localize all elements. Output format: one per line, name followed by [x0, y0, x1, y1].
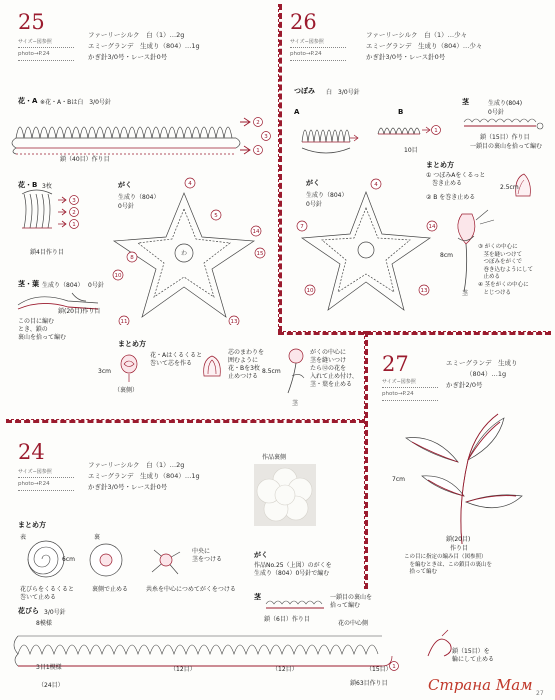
svg-text:15: 15 — [256, 251, 264, 257]
stem-note-26: 一鎖目の裏山を拾って編む — [470, 143, 543, 150]
stem-chain-26: 鎖（15目）作り目 — [480, 134, 530, 141]
dotted-rule — [382, 387, 438, 388]
svg-text:2: 2 — [256, 120, 260, 126]
divider-horizontal-mid — [278, 331, 551, 335]
size-6cm: 6cm — [62, 556, 75, 563]
petal-end-note: 鎖（15目）を 輪にして止める — [452, 648, 495, 663]
assembly-size-3cm: 3cm — [98, 368, 111, 375]
flower-a-subtitle: ※花・A・Bは白 3/0号針 — [40, 99, 111, 106]
stem-chain-24: 鎖（6目）作り目 — [264, 616, 310, 623]
rose-petals-illustration — [200, 352, 224, 382]
assembly-size-8-5cm: 8.5cm — [262, 368, 281, 375]
stem-title-26: 茎 — [462, 98, 469, 106]
assembly-step-1: 花・Aはくるくると 巻いて芯を作る — [150, 352, 203, 367]
dotted-rule — [290, 60, 346, 61]
calyx-hook-26: 0号針 — [306, 201, 322, 208]
bud-title: つぼみ — [294, 87, 315, 95]
front-label: 表 — [20, 534, 27, 541]
leaf-size-7cm: 7cm — [392, 476, 405, 483]
flower-a-chain-label: 鎖（40目）作り目 — [60, 156, 110, 163]
stem-leaf-title: 茎・葉 — [18, 280, 39, 288]
assembly-title-24: まとめ方 — [18, 521, 46, 529]
finished-rose-illustration — [282, 346, 312, 396]
stem-yarn: 生成り（804） — [42, 282, 84, 289]
photo-ref: photo→P.24 — [18, 481, 50, 487]
petal-chain-label: 鎖63目作り目 — [350, 680, 388, 687]
flower-b-chart — [18, 188, 88, 240]
petal-repeat: 8模様 — [36, 620, 52, 627]
yarn-line: エミーグランデ 生成り（804）…1g — [88, 472, 200, 480]
yarn-line: エミーグランデ 生成り — [446, 359, 518, 367]
flower-b-chain-label: 鎖4目作り目 — [30, 249, 64, 256]
yarn-line: かぎ針3/0号・レース針0号 — [88, 53, 168, 61]
svg-text:わ: わ — [180, 250, 188, 257]
flower-b-subtitle: 3枚 — [42, 183, 52, 190]
stem-note: この目に編む とき、鎖の 裏山を拾って編む — [18, 318, 67, 341]
divider-vertical-top — [278, 4, 282, 332]
assembly-step-4-24: 共糸を中心につめてがくをつける — [146, 586, 236, 593]
svg-text:3: 3 — [72, 198, 76, 204]
svg-text:10: 10 — [114, 273, 122, 279]
assembly-step-2-26: ② B を巻き止める — [426, 194, 476, 201]
stem-yarn-26: 生成り(804) — [488, 100, 523, 107]
pattern-number: 27 — [382, 352, 409, 376]
stem-hook: 0号針 — [88, 282, 104, 289]
flower-b-title: 花・B — [18, 181, 38, 189]
yarn-line: かぎ針3/0号・レース針0号 — [88, 483, 168, 491]
petal-hook: 3/0号針 — [44, 609, 66, 616]
svg-text:4: 4 — [374, 182, 378, 188]
size-note: サイズ−図参照 — [18, 469, 52, 475]
svg-text:1: 1 — [434, 128, 438, 134]
pattern-number: 26 — [290, 10, 317, 34]
pattern-number: 25 — [18, 10, 45, 34]
assembly-back-label: （裏側） — [114, 387, 139, 394]
svg-text:1: 1 — [256, 148, 260, 154]
divider-horizontal-low — [6, 419, 365, 423]
stem-note-24: 一鎖目の裏山を 拾って編む — [330, 594, 373, 609]
size-note: サイズ−図参照 — [382, 379, 416, 385]
yarn-line: （804）…1g — [466, 370, 507, 378]
assembly-title-25: まとめ方 — [118, 340, 146, 348]
flower-a-title: 花・A — [18, 97, 38, 105]
assembly-step-1-26: ① つぼみAをくるっと 巻き止める — [426, 172, 486, 187]
assembly-step-2: 芯のまわりを 囲むように 花・Bを3枚 止めつける — [228, 349, 265, 380]
dotted-rule — [18, 477, 74, 478]
dotted-rule — [382, 400, 438, 401]
stem-hook-26: 0号針 — [488, 109, 504, 116]
svg-text:13: 13 — [420, 288, 428, 294]
calyx-note-24: 作品No.25（上図）のがくを 生成り（804）0号針で編む — [254, 562, 332, 577]
stem-chain-label: 鎖(20目)作り目 — [58, 308, 101, 315]
assembly-step-3-26: ③ がくの中心に 茎を縫いつけて つぼみをがくで 巻き込むようにして 止める — [478, 244, 534, 280]
bud-chart — [292, 112, 442, 162]
assembly-step-2-24: 裏側で止める — [92, 586, 129, 593]
petal-12-a: （12目） — [170, 666, 196, 673]
svg-text:1: 1 — [72, 222, 76, 228]
svg-text:14: 14 — [428, 224, 436, 230]
calyx-title-26: がく — [306, 179, 320, 187]
photo-ref: photo→P.24 — [290, 51, 322, 57]
calyx-title: がく — [118, 181, 132, 189]
photo-ref: photo→P.24 — [382, 391, 414, 397]
finished-flower-photo — [254, 464, 316, 526]
yarn-line: エミーグランデ 生成り（804）…1g — [88, 42, 200, 50]
divider-vertical-mid — [364, 331, 368, 589]
page-number: 27 — [536, 690, 544, 697]
petal-12-b: （12目） — [272, 666, 298, 673]
yarn-line: ファーリーシルク 白（1）…2g — [88, 461, 185, 469]
assembly-step-3: がくの中心に 茎を縫いつけ たら⑫の花を 入れて止め付け、 茎・葉を止める — [310, 349, 358, 388]
flower-a-chart — [4, 104, 274, 164]
rolled-flower-back — [86, 540, 126, 580]
watermark: Страна Мам — [428, 676, 533, 694]
assembly-title-26: まとめ方 — [426, 161, 454, 169]
calyx-star-chart-26 — [292, 178, 442, 318]
yarn-line: エミーグランデ 生成り（804）…少々 — [366, 42, 483, 50]
calyx-title-24: がく — [254, 551, 268, 559]
petal-24: （24目） — [38, 682, 64, 689]
svg-text:1: 1 — [392, 664, 396, 670]
back-label: 裏 — [94, 534, 101, 541]
dotted-rule — [18, 490, 74, 491]
leaf-note: この目に指定の編み目（図参照） を編むときは、この鎖目の裏山を 拾って編む — [404, 554, 493, 575]
svg-text:11: 11 — [120, 319, 128, 325]
dotted-rule — [18, 47, 74, 48]
size-note: サイズ−図参照 — [18, 39, 52, 45]
dotted-rule — [290, 47, 346, 48]
svg-text:10: 10 — [306, 288, 314, 294]
petal-title: 花びら — [18, 607, 39, 615]
photo-ref: photo→P.24 — [18, 51, 50, 57]
bud-b-label: B — [398, 108, 404, 116]
assembly-stem-label: 茎 — [292, 400, 299, 407]
petal-chart — [10, 624, 400, 684]
bud-stitch-count: 10目 — [404, 147, 418, 154]
svg-text:4: 4 — [188, 181, 192, 187]
calyx-attach-illustration — [146, 540, 186, 580]
svg-text:2: 2 — [72, 210, 76, 216]
leaf-sprig-chart — [396, 410, 546, 550]
leaf-chain-label: 鎖(20目) — [446, 536, 471, 543]
bud-a-label: A — [294, 108, 300, 116]
assembly-step-4-26: ④ 茎をがくの中心に とじつける — [478, 282, 529, 296]
bud-stem-label: 茎 — [462, 290, 469, 297]
calyx-hook: 0号針 — [118, 203, 134, 210]
petal-15: （15目） — [366, 666, 392, 673]
yarn-line: かぎ針2/0号 — [446, 381, 483, 389]
svg-text:7: 7 — [300, 224, 304, 230]
assembly-step-1-24: 花びらをくるくると 巻いて止める — [20, 586, 75, 601]
photo-caption: 作品裏側 — [262, 454, 287, 461]
petal-center-side: 花の中心側 — [338, 620, 369, 627]
yarn-line: ファーリーシルク 白（1）…2g — [88, 31, 185, 39]
bud-size-8cm: 8cm — [440, 252, 453, 259]
bud-subtitle: 白 3/0号針 — [326, 89, 360, 96]
svg-text:5: 5 — [214, 213, 218, 219]
petal-pattern-note: 3目1模様 — [36, 664, 62, 671]
svg-text:8: 8 — [130, 255, 134, 261]
calyx-yarn-26: 生成り（804） — [306, 192, 348, 199]
svg-text:3: 3 — [264, 134, 268, 140]
svg-text:14: 14 — [252, 229, 260, 235]
dotted-rule — [18, 60, 74, 61]
stem-title-24: 茎 — [254, 593, 261, 601]
leaf-chain-label-2: 作り目 — [450, 545, 469, 552]
svg-text:13: 13 — [230, 319, 238, 325]
pattern-number: 24 — [18, 440, 45, 464]
bud-size-2-5cm: 2.5cm — [500, 184, 519, 191]
yarn-line: ファーリーシルク 白（1）…少々 — [366, 31, 468, 39]
yarn-line: かぎ針3/0号・レース針0号 — [366, 53, 446, 61]
calyx-yarn: 生成り（804） — [118, 194, 160, 201]
calyx-star-chart-25 — [106, 175, 266, 325]
size-note: サイズ−図参照 — [290, 39, 324, 45]
assembly-step-3-24: 中央に 茎をつける — [192, 548, 223, 563]
